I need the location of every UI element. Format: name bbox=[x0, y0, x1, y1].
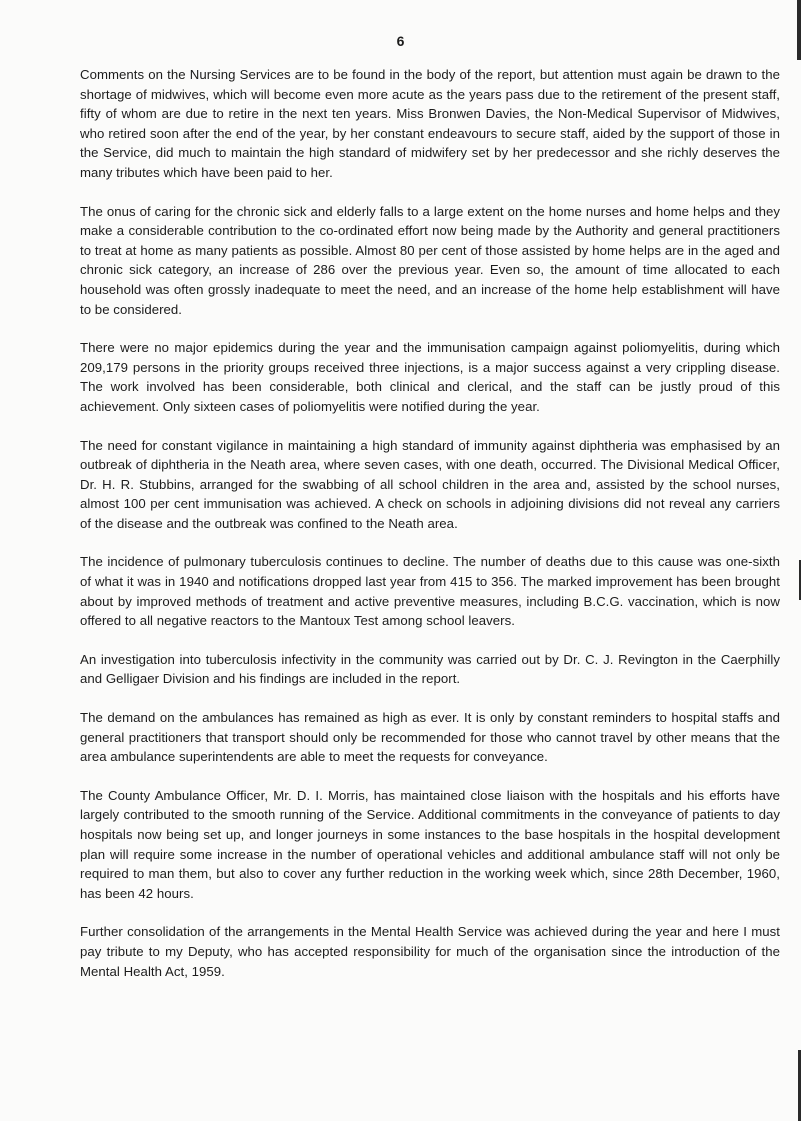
paragraph-nursing-services: Comments on the Nursing Services are to be found in the body of the report, but attention must again be drawn to the shortage of midwives, which will become even more acute as the years pass due to the retirement of the present staff, fifty of whom are due to retire in the next ten years. Miss Bronwen Davies, the Non-Medical Supervisor of Midwives, who retired soon after the end of the year, by her constant endeavours to secure staff, aided by the support of those in the Service, did much to maintain the high standard of midwifery set by her predecessor and she richly deserves the many tributes which have been paid to her. bbox=[80, 67, 780, 180]
paragraph-mental-health: Further consolidation of the arrangements in the Mental Health Service was achieved during the year and here I must pay tribute to my Deputy, who has accepted responsibility for much of the organisation since the introduction of the Mental Health Act, 1959. bbox=[80, 924, 780, 979]
paragraph-diphtheria: The need for constant vigilance in maintaining a high standard of immunity against diphtheria was emphasised by an outbreak of diphtheria in the Neath area, where seven cases, with one death, occurred. The Divisional Medical Officer, Dr. H. R. Stubbins, arranged for the swabbing of all school children in the area and, assisted by the school nurses, almost 100 per cent immunisation was achieved. A check on schools in adjoining divisions did not reveal any carriers of the disease and the outbreak was confined to the Neath area. bbox=[80, 437, 780, 531]
paragraph-ambulance-officer: The County Ambulance Officer, Mr. D. I. Morris, has maintained close liaison with the hospitals and his efforts have largely contributed to the smooth running of the Service. Additional commitments in the conveyance of patients to day hospitals now being set up, and longer journeys in some instances to the base hospitals in the hospital development plan will require some increase in the number of operational vehicles and additional ambulance staff will not only be required to man them, but also to cover any further reduction in the working week which, since 28th December, 1960, has been 42 hours. bbox=[80, 787, 780, 901]
body-text bbox=[80, 65, 780, 1000]
paragraph-poliomyelitis: There were no major epidemics during the year and the immunisation campaign against poliomyelitis, during which 209,179 persons in the priority groups received three injections, is a major success against a very crippling disease. The work involved has been considerable, both clinical and clerical, and the staff can be justly proud of this achievement. Only sixteen cases of poliomyelitis were notified during the year. bbox=[80, 340, 780, 414]
page-number: 6 bbox=[396, 33, 405, 49]
paragraph-tuberculosis: The incidence of pulmonary tuberculosis continues to decline. The number of deaths due to this cause was one-sixth of what it was in 1940 and notifications dropped last year from 415 to 356. The marked improvement has been brought about by improved methods of treatment and active preventive measures, including B.C.G. vaccination, which is now offered to all negative reactors to the Mantoux Test among school leavers. bbox=[80, 554, 780, 629]
paragraph-tuberculosis-investigation: An investigation into tuberculosis infectivity in the community was carried out by Dr. C. J. Revington in the Caerphilly and Gelligaer Division and his findings are included in the report. bbox=[80, 651, 780, 687]
paragraph-chronic-sick-elderly: The onus of caring for the chronic sick and elderly falls to a large extent on the home nurses and home helps and they make a considerable contribution to the co-ordinated effort now being made by the Authority and general practitioners to treat at home as many patients as possible. Almost 80 per cent of those assisted by home helps are in the aged and chronic sick category, an increase of 286 over the previous year. Even so, the amount of time allocated to each household was often grossly inadequate to meet the need, and an increase of the home help establishment will have to be considered. bbox=[80, 203, 780, 317]
scan-edge-shadow bbox=[797, 0, 801, 60]
paragraph-ambulance-demand: The demand on the ambulances has remained as high as ever. It is only by constant reminders to hospital staffs and general practitioners that transport should only be recommended for those who cannot travel by other means that the area ambulance superintendents are able to meet the requests for conveyance. bbox=[80, 710, 780, 765]
